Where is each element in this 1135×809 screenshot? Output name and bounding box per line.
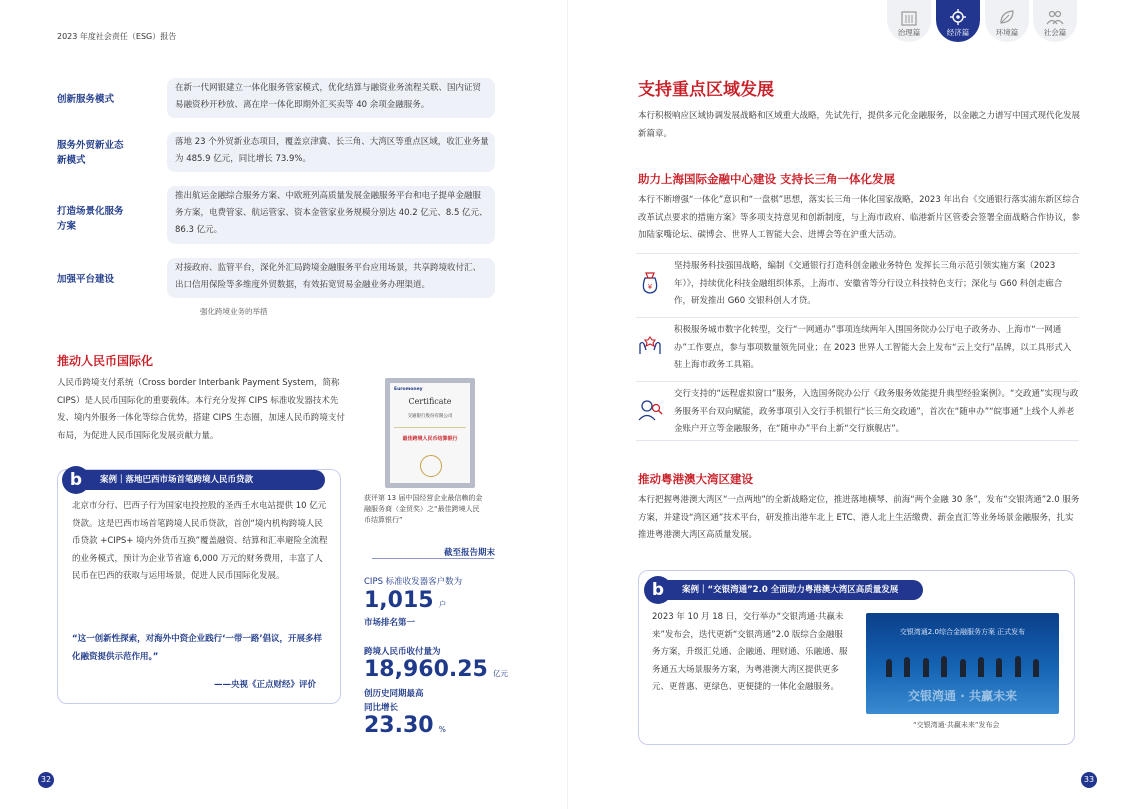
certificate-heading: Certificate: [408, 397, 452, 406]
stats-rule: [372, 558, 494, 559]
case-quote: “这一创新性探索，对海外中资企业践行‘一带一路’倡议，开展多样化融资提供示范作用。”: [72, 634, 323, 662]
gba-section-body: 本行把握粤港澳大湾区“一点两地”的全新战略定位，推进落地横琴、前海“两个金融 30 条”，发布“交银湾通”2.0 服务方案，并建设“湾区通”技术平台，研发推出港车北上 ETC、港人北上生活缴费、薪金直汇等业务场景金融服务，扎实推进粤港澳大湾区高质量发展。: [638, 495, 1080, 540]
shanghai-section-body: 本行不断增强“一体化”意识和“一盘棋”思想，落实长三角一体化国家战略，2023 年出台《交通银行落实浦东新区综合改革试点要求的措施方案》等多项支持意见和创新制度，与上海市政府、临港新片区管委会签署全面战略合作协议，参加陆家嘴论坛、碳博会、世界人工智能大会、进博会等在沪重大活动。: [638, 195, 1081, 240]
rmb-volume-unit: 亿元: [492, 669, 508, 678]
certificate-brand: Euromoney: [394, 387, 423, 392]
tab-label: 经济篇: [946, 28, 970, 37]
case-quote-source: ——央视《正点财经》评价: [214, 680, 317, 690]
photo-people: [886, 655, 1039, 677]
tab-economy[interactable]: [936, 0, 980, 42]
shanghai-item-text: 积极服务城市数字化转型，交行“一网通办”事项连续两年入围国务院办公厅电子政务办、上海市“一网通办”工作要点，参与事项数量领先同业；在 2023 世界人工智能大会上发布“云上交行”品牌，以工具形式入驻上海市政务工具箱。: [674, 325, 1072, 370]
measure-label: 加强平台建设: [57, 274, 115, 285]
measure-label: 创新服务模式: [57, 94, 115, 105]
search-person-icon: [636, 396, 664, 424]
tab-label: 治理篇: [897, 28, 921, 37]
tab-environment[interactable]: [985, 0, 1029, 42]
photo-banner-text: 交银湾通2.0综合金融服务方案 正式发布: [899, 628, 1026, 636]
growth-label: 同比增长: [364, 703, 399, 713]
growth-unit: %: [438, 725, 446, 734]
measure-row-platform: [57, 258, 495, 302]
shanghai-section-title: 助力上海国际金融中心建设 支持长三角一体化发展: [638, 172, 896, 186]
certificate-award: 最佳跨境人民币结算银行: [402, 436, 458, 442]
tab-label: 社会篇: [1043, 28, 1067, 37]
case-title-bar: 案例｜“交银湾通”2.0 全面助力粤港澳大湾区高质量发展: [648, 580, 923, 600]
building-icon: [899, 8, 919, 26]
shanghai-item-text: 坚持服务科技强国战略，编制《交通银行打造科创金融业务特色 发挥长三角示范引领实施方案（2023 年）》，持续优化科技金融组织体系，上海市、安徽省等分行设立科技特色支行；深化与 G60 科创走廊合作，研发推出 G60 交银科创人才贷。: [674, 261, 1063, 306]
photo-slogan: 交银湾通 · 共赢未来: [908, 689, 1017, 703]
svg-text:¥: ¥: [647, 283, 653, 291]
measures-caption: 强化跨境业务的举措: [200, 307, 268, 316]
shanghai-item: [636, 381, 1079, 441]
case-body: 2023 年 10 月 18 日，交行举办“交银湾通·共赢未来”发布会，迭代更新“交银湾通”2.0 版综合金融服务方案，升级汇兑通、企融通、理财通、乐融通、服务通五大场景服务方案，为粤港澳大湾区提供更多元、更普惠、更绿色、更便捷的一体化金融服务。: [652, 612, 848, 692]
measure-row-scenario: [57, 186, 495, 235]
measure-label: 打造场景化服务方案: [57, 206, 124, 232]
measure-row-innovation: [57, 78, 495, 122]
certificate-rule: [394, 427, 466, 428]
leaf-icon: [997, 8, 1017, 26]
measure-label: 服务外贸新业态新模式: [57, 140, 124, 166]
certificate-caption: 获评第 13 届中国经营企业最信赖的金融服务商（金贸奖）之“最佳跨境人民币结算银行”: [364, 494, 483, 524]
measure-text: 在新一代网银建立一体化服务管家模式，优化结算与融资业务流程关联、国内证贸易融资秒开秒放、离在岸一体化即期外汇买卖等 40 余项金融服务。: [167, 78, 495, 118]
cips-label: CIPS 标准收发器客户数为: [364, 577, 463, 587]
rank-label: 市场排名第一: [364, 618, 416, 628]
measure-text: 推出航运金融综合服务方案、中欧班列高质量发展金融服务平台和电子提单金融服务方案，电费管家、航运管家、资本金管家业务规模分别达 40.2 亿元、8.5 亿元、86.3 亿元。: [167, 186, 495, 244]
cips-value: 1,015: [364, 588, 434, 613]
cips-unit: 户: [438, 600, 447, 609]
case-logo-icon: b: [644, 576, 672, 604]
case-title-bar: 案例｜落地巴西市场首笔跨境人民币贷款: [66, 470, 325, 490]
shanghai-item: [636, 317, 1079, 380]
gear-icon: [948, 8, 968, 26]
measure-row-new-trade: [57, 132, 495, 176]
tab-society[interactable]: [1033, 0, 1077, 42]
photo-caption: “交银湾通·共赢未来”发布会: [913, 721, 1000, 729]
rmb-volume-label: 跨境人民币收付量为: [364, 647, 441, 657]
certificate-image: [385, 378, 475, 488]
case-logo-icon: b: [62, 466, 90, 494]
certificate-company: 交通银行股份有限公司: [407, 414, 453, 419]
money-bag-icon: [636, 268, 664, 296]
record-label: 创历史同期最高: [364, 689, 424, 699]
rmb-section-title: 推动人民币国际化: [57, 354, 154, 368]
rmb-volume-value: 18,960.25: [364, 657, 488, 682]
stats-heading: 截至报告期末: [444, 548, 496, 558]
tab-label: 环境篇: [995, 28, 1019, 37]
page-number-right: 33: [1081, 772, 1097, 788]
page-title: 支持重点区域发展: [638, 80, 774, 100]
shanghai-item: [636, 253, 1079, 316]
hands-icon: [636, 332, 664, 360]
case-body: 北京市分行、巴西子行为国家电投控股的圣西壬水电站提供 10 亿元贷款。这是巴西市场首笔跨境人民币贷款，首创“境内机构跨境人民币贷款 +CIPS+ 境内外货币互换”覆盖融资、结算和汇率避险全流程的业务模式，预计为企业节省逾 6,000 万元的财务费用，丰富了人民币在巴西的获取与运用场景，促进人民币国际化发展。: [72, 501, 328, 581]
report-header: 2023 年度社会责任（ESG）报告: [57, 32, 177, 41]
certificate-seal: [420, 455, 442, 477]
shanghai-item-text: 交行支持的“远程虚拟窗口”服务，入选国务院办公厅《政务服务效能提升典型经验案例》。“交政通”实现与政务服务平台双向赋能，政务事项引入交行手机银行“长三角交政通”，首次在“随申办”“皖事通”上线个人养老金账户开立等金融服务，在“随申办”平台上新“交行旗舰店”。: [674, 389, 1079, 434]
measure-text: 落地 23 个外贸新业态项目，覆盖京津冀、长三角、大湾区等重点区域，收汇业务量为 485.9 亿元，同比增长 73.9%。: [167, 132, 495, 172]
measure-text: 对接政府、监管平台，深化外汇局跨境金融服务平台应用场景，共享跨境收付汇、出口信用保险等多维度外贸数据，有效拓宽贸易金融业务办理渠道。: [167, 258, 495, 298]
tab-governance[interactable]: [887, 0, 931, 42]
growth-value: 23.30: [364, 713, 434, 738]
page-spine: [567, 0, 568, 809]
intro-text: 本行积极响应区域协调发展战略和区域重大战略，先试先行，提供多元化金融服务，以金融之力谱写中国式现代化发展新篇章。: [638, 111, 1081, 139]
people-icon: [1045, 8, 1065, 26]
gba-section-title: 推动粤港澳大湾区建设: [638, 472, 753, 486]
rmb-section-body: 人民币跨境支付系统（Cross border Interbank Payment System，简称 CIPS）是人民币国际化的重要载体。本行充分发挥 CIPS 标准收发器技术先发、境内外服务一体化等综合优势，搭建 CIPS 生态圈，加速人民币跨境支付布局，为促进人民币国际化发展贡献力量。: [57, 378, 345, 441]
page-number-left: 32: [38, 772, 54, 788]
launch-event-photo: [866, 613, 1059, 714]
